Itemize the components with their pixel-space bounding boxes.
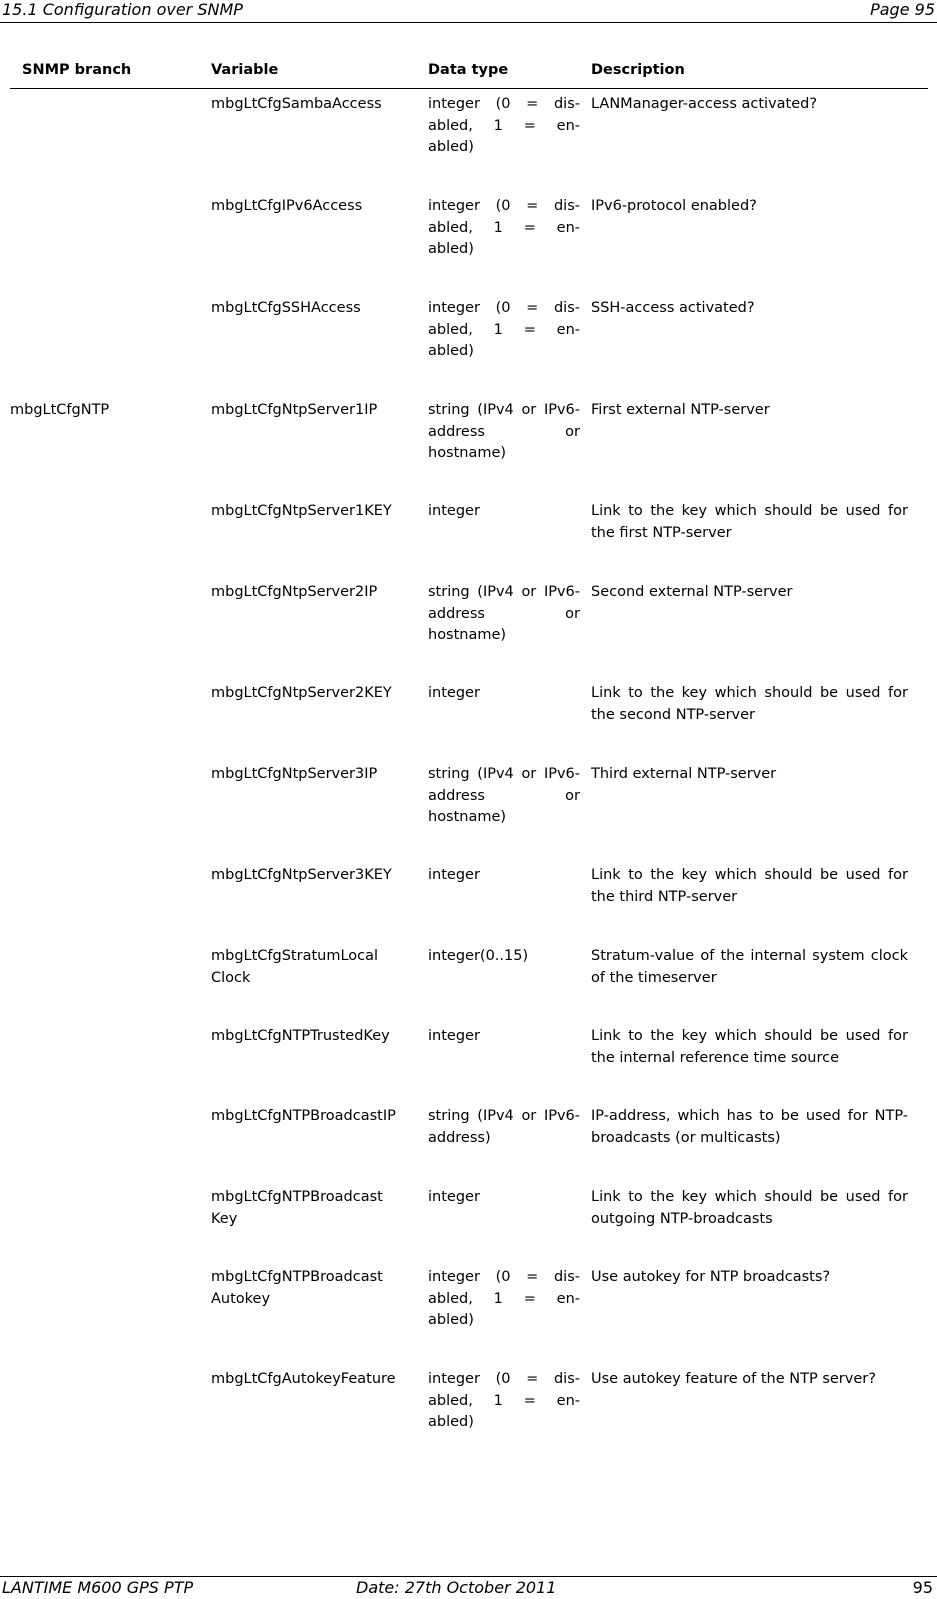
table-header-row: [10, 62, 928, 89]
cell-variable: mbgLtCfgNtpServer2IP: [211, 584, 378, 600]
cell-variable: mbgLtCfgNTPBroadcast Key: [211, 1189, 383, 1227]
column-header-variable: Variable: [211, 62, 279, 78]
table-row: [10, 394, 928, 495]
cell-variable: mbgLtCfgSambaAccess: [211, 96, 382, 112]
cell-data-type: integer: [428, 867, 480, 883]
table-row: [10, 1261, 928, 1363]
cell-description: IPv6-protocol enabled?: [591, 198, 757, 214]
table-row: [10, 940, 928, 1020]
cell-data-type: string (IPv4 or IPv6-address): [428, 1108, 580, 1146]
cell-data-type: string (IPv4 or IPv6-address or hostname): [428, 584, 580, 643]
cell-branch: mbgLtCfgNTP: [10, 402, 110, 418]
cell-data-type: integer: [428, 1189, 480, 1205]
cell-data-type: string (IPv4 or IPv6-address or hostname): [428, 766, 580, 825]
table-row: [10, 1363, 928, 1465]
cell-description: Link to the key which should be used for the internal reference time source: [591, 1028, 908, 1066]
column-header-data-type: Data type: [428, 62, 509, 78]
cell-description: Link to the key which should be used for the second NTP-server: [591, 685, 908, 723]
cell-variable: mbgLtCfgNTPBroadcast Autokey: [211, 1269, 383, 1307]
table-row: [10, 495, 928, 576]
table-row: [10, 576, 928, 677]
cell-description: Link to the key which should be used for the third NTP-server: [591, 867, 908, 905]
cell-description: Third external NTP-server: [591, 766, 777, 782]
cell-description: Link to the key which should be used for the first NTP-server: [591, 503, 908, 541]
cell-variable: mbgLtCfgNTPTrustedKey: [211, 1028, 390, 1044]
cell-description: First external NTP-server: [591, 402, 770, 418]
cell-data-type: integer (0 = dis- abled, 1 = en- abled): [428, 1371, 580, 1430]
table-body: [10, 88, 928, 1465]
table-row: [10, 758, 928, 859]
page-number: 95: [912, 1578, 933, 1597]
cell-description: Stratum-value of the internal system clock of the timeserver: [591, 948, 908, 986]
cell-variable: mbgLtCfgNtpServer3KEY: [211, 867, 392, 883]
cell-description: Use autokey for NTP broadcasts?: [591, 1269, 831, 1285]
page-label: Page 95: [870, 0, 935, 19]
cell-variable: mbgLtCfgNtpServer3IP: [211, 766, 378, 782]
cell-variable: mbgLtCfgNtpServer2KEY: [211, 685, 392, 701]
cell-data-type: integer: [428, 503, 480, 519]
cell-data-type: integer (0 = dis- abled, 1 = en- abled): [428, 1269, 580, 1328]
document-title: LANTIME M600 GPS PTP: [2, 1578, 194, 1597]
table-row: [10, 292, 928, 394]
table-row: [10, 677, 928, 758]
column-header-snmp-branch: SNMP branch: [22, 62, 132, 78]
cell-data-type: string (IPv4 or IPv6-address or hostname): [428, 402, 580, 461]
cell-variable: mbgLtCfgStratumLocal Clock: [211, 948, 379, 986]
cell-description: IP-address, which has to be used for NTP-broadcasts (or multicasts): [591, 1108, 908, 1146]
cell-variable: mbgLtCfgNtpServer1KEY: [211, 503, 392, 519]
table-row: [10, 859, 928, 940]
cell-variable: mbgLtCfgAutokeyFeature: [211, 1371, 396, 1387]
cell-data-type: integer (0 = dis- abled, 1 = en- abled): [428, 300, 580, 359]
table-row: [10, 190, 928, 292]
page-footer: [0, 1576, 937, 1599]
cell-variable: mbgLtCfgNtpServer1IP: [211, 402, 378, 418]
cell-variable: mbgLtCfgIPv6Access: [211, 198, 363, 214]
cell-description: SSH-access activated?: [591, 300, 755, 316]
cell-variable: mbgLtCfgNTPBroadcastIP: [211, 1108, 396, 1124]
cell-variable: mbgLtCfgSSHAccess: [211, 300, 361, 316]
cell-description: Link to the key which should be used for outgoing NTP-broadcasts: [591, 1189, 908, 1227]
document-date: Date: 27th October 2011: [356, 1578, 557, 1597]
table-row: [10, 1020, 928, 1100]
cell-data-type: integer: [428, 685, 480, 701]
cell-description: Second external NTP-server: [591, 584, 793, 600]
cell-data-type: integer: [428, 1028, 480, 1044]
page-header: [0, 0, 937, 23]
cell-description: Use autokey feature of the NTP server?: [591, 1371, 876, 1387]
section-title: 15.1 Configuration over SNMP: [2, 0, 243, 19]
cell-data-type: integer (0 = dis- abled, 1 = en- abled): [428, 198, 580, 257]
cell-description: LANManager-access activated?: [591, 96, 818, 112]
table-row: [10, 1181, 928, 1261]
table-row: [10, 88, 928, 190]
cell-data-type: integer (0 = dis- abled, 1 = en- abled): [428, 96, 580, 155]
column-header-description: Description: [591, 62, 685, 78]
cell-data-type: integer(0..15): [428, 948, 529, 964]
table-row: [10, 1100, 928, 1181]
